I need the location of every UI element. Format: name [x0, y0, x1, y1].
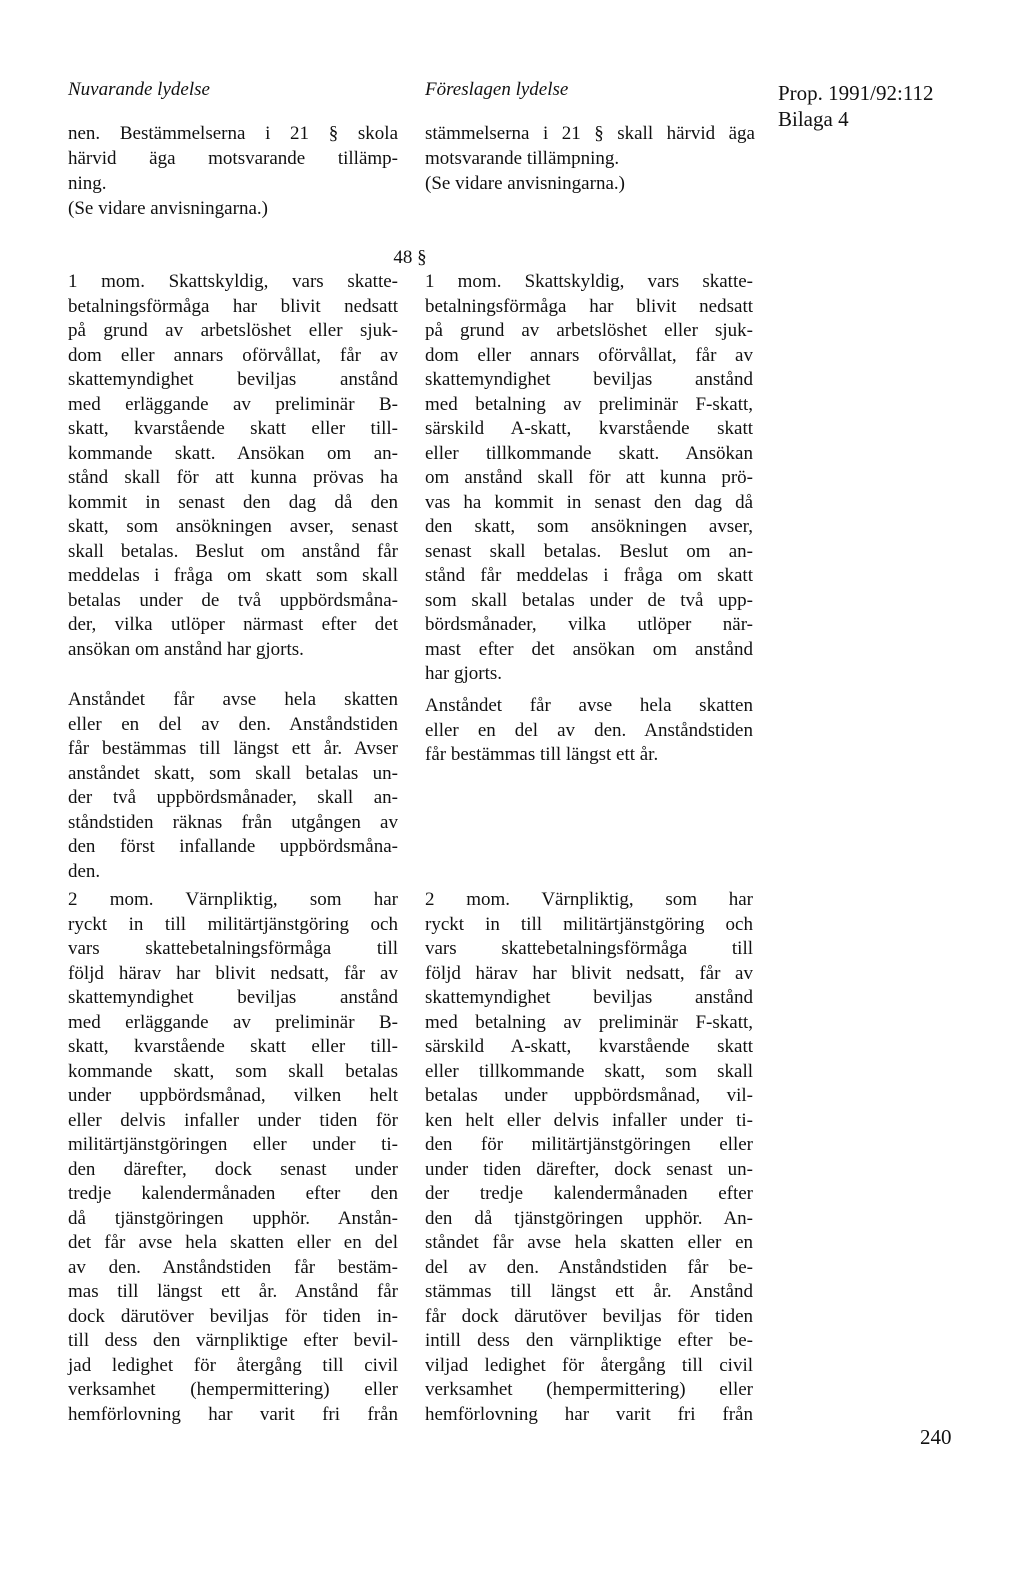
text-line: eller delvis infaller under tiden för — [68, 1109, 398, 1131]
text-line: mast efter det ansökan om anstånd — [425, 638, 753, 660]
text-line: der tredje kalendermånaden efter — [425, 1183, 753, 1204]
text-line: hemförlovning har varit fri från — [425, 1403, 753, 1425]
text-line: den för militärtjänstgöringen eller — [425, 1134, 753, 1155]
text-line: på grund av arbetslöshet eller sjuk- — [425, 320, 753, 341]
text-line: den först infallande uppbördsmåna- — [68, 836, 398, 857]
text-line: dock därutöver beviljas för tiden in- — [68, 1305, 398, 1327]
text-line: ståndstiden räknas från utgången av — [68, 811, 398, 833]
text-line: eller tillkommande skatt. Ansökan — [425, 442, 753, 464]
text-line: betalningsförmåga har blivit nedsatt — [68, 295, 398, 317]
text-line: särskild A-skatt, kvarstående skatt — [425, 1036, 753, 1057]
text-line: der, vilka utlöper närmast efter det — [68, 614, 398, 635]
text-line: senast skall betalas. Beslut om an- — [425, 540, 753, 562]
proposition-number: Prop. 1991/92:112 — [778, 81, 934, 105]
text-line: meddelas i fråga om skatt som skall — [68, 565, 398, 586]
text-line: har gjorts. — [425, 663, 503, 684]
text-line: med erläggande av preliminär B- — [68, 393, 398, 415]
text-line: skattemyndighet beviljas anstånd — [68, 369, 398, 390]
text-line: tredje kalendermånaden efter den — [68, 1183, 398, 1204]
text-line: härvid äga motsvarande tillämp- — [68, 148, 398, 169]
text-line: vas ha kommit in senast den dag då — [425, 491, 753, 513]
text-line: det får avse hela skatten eller en del — [68, 1232, 398, 1253]
text-line: den därefter, dock senast under — [68, 1158, 398, 1180]
left-column-heading: Nuvarande lydelse — [68, 79, 210, 100]
text-line: om anstånd skall för att kunna prö- — [425, 467, 753, 488]
text-line: stånd skall för att kunna prövas ha — [68, 467, 398, 488]
text-line: 2 mom. Värnpliktig, som har — [425, 889, 753, 910]
text-line: 1 mom. Skattskyldig, vars skatte- — [68, 271, 398, 292]
text-line: följd härav har blivit nedsatt, får av — [425, 962, 753, 984]
text-line: kommit in senast den dag då den — [68, 491, 398, 513]
text-line: ryckt in till militärtjänstgöring och — [425, 913, 753, 935]
text-line: skatt, som ansökningen avser, senast — [68, 516, 398, 537]
right-column-text — [425, 270, 753, 1450]
text-line: ansökan om anstånd har gjorts. — [68, 638, 304, 660]
text-line: vars skattebetalningsförmåga till — [425, 938, 753, 959]
text-line: 1 mom. Skattskyldig, vars skatte- — [425, 271, 753, 292]
text-line: med betalning av preliminär F-skatt, — [425, 1011, 753, 1033]
text-line: den då tjänstgöringen upphör. An- — [425, 1207, 753, 1229]
text-line: får bestämmas till längst ett år. — [425, 744, 659, 765]
text-line: kommande skatt, som skall betalas — [68, 1060, 398, 1082]
text-line: under tiden därefter, dock senast un- — [425, 1158, 753, 1180]
text-line: skatt, kvarstående skatt eller till- — [68, 418, 398, 439]
text-line: då tjänstgöringen upphör. Anstån- — [68, 1207, 398, 1229]
text-line: vars skattebetalningsförmåga till — [68, 938, 398, 959]
text-line: motsvarande tillämpning. — [425, 148, 620, 169]
text-line: skattemyndighet beviljas anstånd — [425, 987, 753, 1008]
text-line: stämmelserna i 21 § skall härvid äga — [425, 123, 755, 144]
right-column-heading: Föreslagen lydelse — [425, 79, 569, 100]
text-line: militärtjänstgöringen eller under ti- — [68, 1134, 398, 1155]
text-line: Anståndet får avse hela skatten — [425, 695, 753, 716]
page-number: 240 — [920, 1425, 952, 1449]
text-line: 2 mom. Värnpliktig, som har — [68, 889, 398, 910]
text-line: stånd får meddelas i fråga om skatt — [425, 565, 753, 586]
text-line: eller en del av den. Anståndstiden — [425, 719, 753, 741]
text-line: på grund av arbetslöshet eller sjuk- — [68, 320, 398, 341]
text-line: eller en del av den. Anståndstiden — [68, 713, 398, 735]
section-mark: 48 § — [393, 247, 427, 268]
text-line: betalningsförmåga har blivit nedsatt — [425, 295, 753, 317]
text-line: nen. Bestämmelserna i 21 § skola — [68, 123, 398, 144]
text-line: viljad ledighet för återgång till civil — [425, 1354, 753, 1376]
text-line: hemförlovning har varit fri från — [68, 1403, 398, 1425]
text-line: verksamhet (hempermittering) eller — [425, 1379, 753, 1400]
text-line: ryckt in till militärtjänstgöring och — [68, 913, 398, 935]
text-line: får dock därutöver beviljas för tiden — [425, 1305, 753, 1327]
text-line: följd härav har blivit nedsatt, får av — [68, 962, 398, 984]
text-line: kommande skatt. Ansökan om an- — [68, 442, 398, 464]
text-line: skatt, kvarstående skatt eller till- — [68, 1036, 398, 1057]
text-line: särskild A-skatt, kvarstående skatt — [425, 418, 753, 439]
text-line: stämmas till längst ett år. Anstånd — [425, 1281, 753, 1302]
text-line: der två uppbördsmånader, skall an- — [68, 787, 398, 808]
text-line: anståndet skatt, som skall betalas un- — [68, 762, 398, 784]
text-line: mas till längst ett år. Anstånd får — [68, 1281, 398, 1302]
text-line: får bestämmas till längst ett år. Avser — [68, 738, 398, 759]
text-line: som skall betalas under de två upp- — [425, 589, 753, 611]
text-line: under uppbördsmånad, vilken helt — [68, 1085, 398, 1106]
text-line: intill dess den värnpliktige efter be- — [425, 1330, 753, 1351]
appendix-label: Bilaga 4 — [778, 107, 849, 131]
left-column-text — [68, 270, 398, 1450]
text-line: dom eller annars oförvållat, får av — [425, 344, 753, 366]
text-line: ning. — [68, 173, 107, 194]
text-line: Anståndet får avse hela skatten — [68, 689, 398, 710]
text-line: den. — [68, 860, 101, 882]
text-line: dom eller annars oförvållat, får av — [68, 344, 398, 366]
text-line: till dess den värnpliktige efter bevil- — [68, 1330, 398, 1351]
text-line: den skatt, som ansökningen avser, — [425, 516, 753, 537]
text-line: eller tillkommande skatt, som skall — [425, 1060, 753, 1082]
text-line: med betalning av preliminär F-skatt, — [425, 393, 753, 415]
text-line: med erläggande av preliminär B- — [68, 1011, 398, 1033]
text-line: bördsmånader, vilka utlöper när- — [425, 614, 753, 635]
text-line: (Se vidare anvisningarna.) — [68, 198, 268, 219]
text-line: verksamhet (hempermittering) eller — [68, 1379, 398, 1400]
text-line: del av den. Anståndstiden får be- — [425, 1256, 753, 1278]
text-line: betalas under uppbördsmånad, vil- — [425, 1085, 753, 1106]
text-line: jad ledighet för återgång till civil — [68, 1354, 398, 1376]
text-line: skall betalas. Beslut om anstånd får — [68, 540, 398, 562]
text-line: (Se vidare anvisningarna.) — [425, 173, 625, 194]
text-line: skattemyndighet beviljas anstånd — [425, 369, 753, 390]
text-line: ken helt eller delvis infaller under ti- — [425, 1109, 753, 1131]
text-line: av den. Anståndstiden får bestäm- — [68, 1256, 398, 1278]
text-line: ståndet får avse hela skatten eller en — [425, 1232, 753, 1253]
text-line: betalas under de två uppbördsmåna- — [68, 589, 398, 611]
text-line: skattemyndighet beviljas anstånd — [68, 987, 398, 1008]
